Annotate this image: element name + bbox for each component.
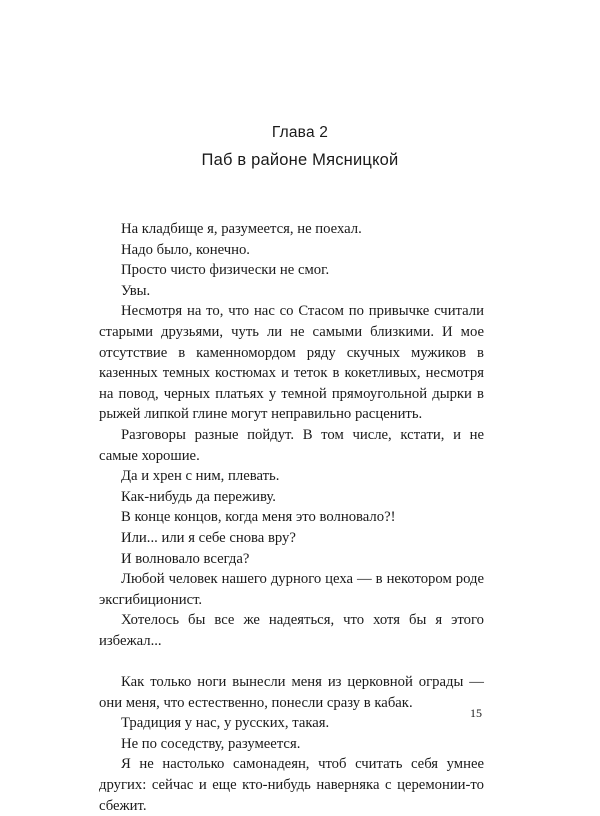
paragraph: Любой человек нашего дурного цеха — в некотором роде эксгибиционист. bbox=[99, 571, 484, 608]
paragraph: Увы. bbox=[121, 282, 151, 299]
paragraph: Традиция у нас, у русских, такая. bbox=[121, 715, 330, 732]
paragraph: Я не настолько самонадеян, чтоб считать себя умнее других: сейчас и еще кто-нибудь наверняка с церемонии-то сбежит. bbox=[99, 756, 484, 814]
paragraph: Просто чисто физически не смог. bbox=[121, 262, 330, 279]
paragraph: Да и хрен с ним, плевать. bbox=[121, 468, 280, 485]
paragraph: Как-нибудь да переживу. bbox=[121, 488, 276, 505]
paragraph: Надо было, конечно. bbox=[121, 241, 250, 258]
chapter-label: Глава 2 bbox=[271, 124, 329, 141]
paragraph: И волновало всегда? bbox=[121, 550, 250, 567]
paragraph: Хотелось бы все же надеяться, что хотя бы я этого избежал... bbox=[99, 612, 484, 649]
paragraph: Не по соседству, разумеется. bbox=[121, 735, 301, 752]
paragraph: На кладбище я, разумеется, не поехал. bbox=[121, 221, 362, 237]
paragraph: Или... или я себе снова вру? bbox=[121, 529, 296, 546]
paragraph: Разговоры разные пойдут. В том числе, кстати, и не самые хорошие. bbox=[99, 426, 484, 464]
paragraph: В конце концов, когда меня это волновало?! bbox=[121, 509, 396, 526]
paragraph: Несмотря на то, что нас со Стасом по привычке считали старыми друзьями, чуть ли не самыми близкими. И мое отсутствие в каменномордом ряду скучных мужиков в казенных темных костюмах и теток в кокетливых, несмотря на повод, черных платьях у темной прямоугольной дырки в рыжей липкой глине могут неправильно расценить. bbox=[99, 303, 484, 423]
body-text bbox=[99, 219, 484, 816]
chapter-title: Паб в районе Мясницкой bbox=[201, 151, 399, 169]
page-number: 15 bbox=[470, 706, 482, 720]
paragraph: Как только ноги вынесли меня из церковной ограды — они меня, что естественно, понесли сразу в кабак. bbox=[99, 674, 484, 711]
